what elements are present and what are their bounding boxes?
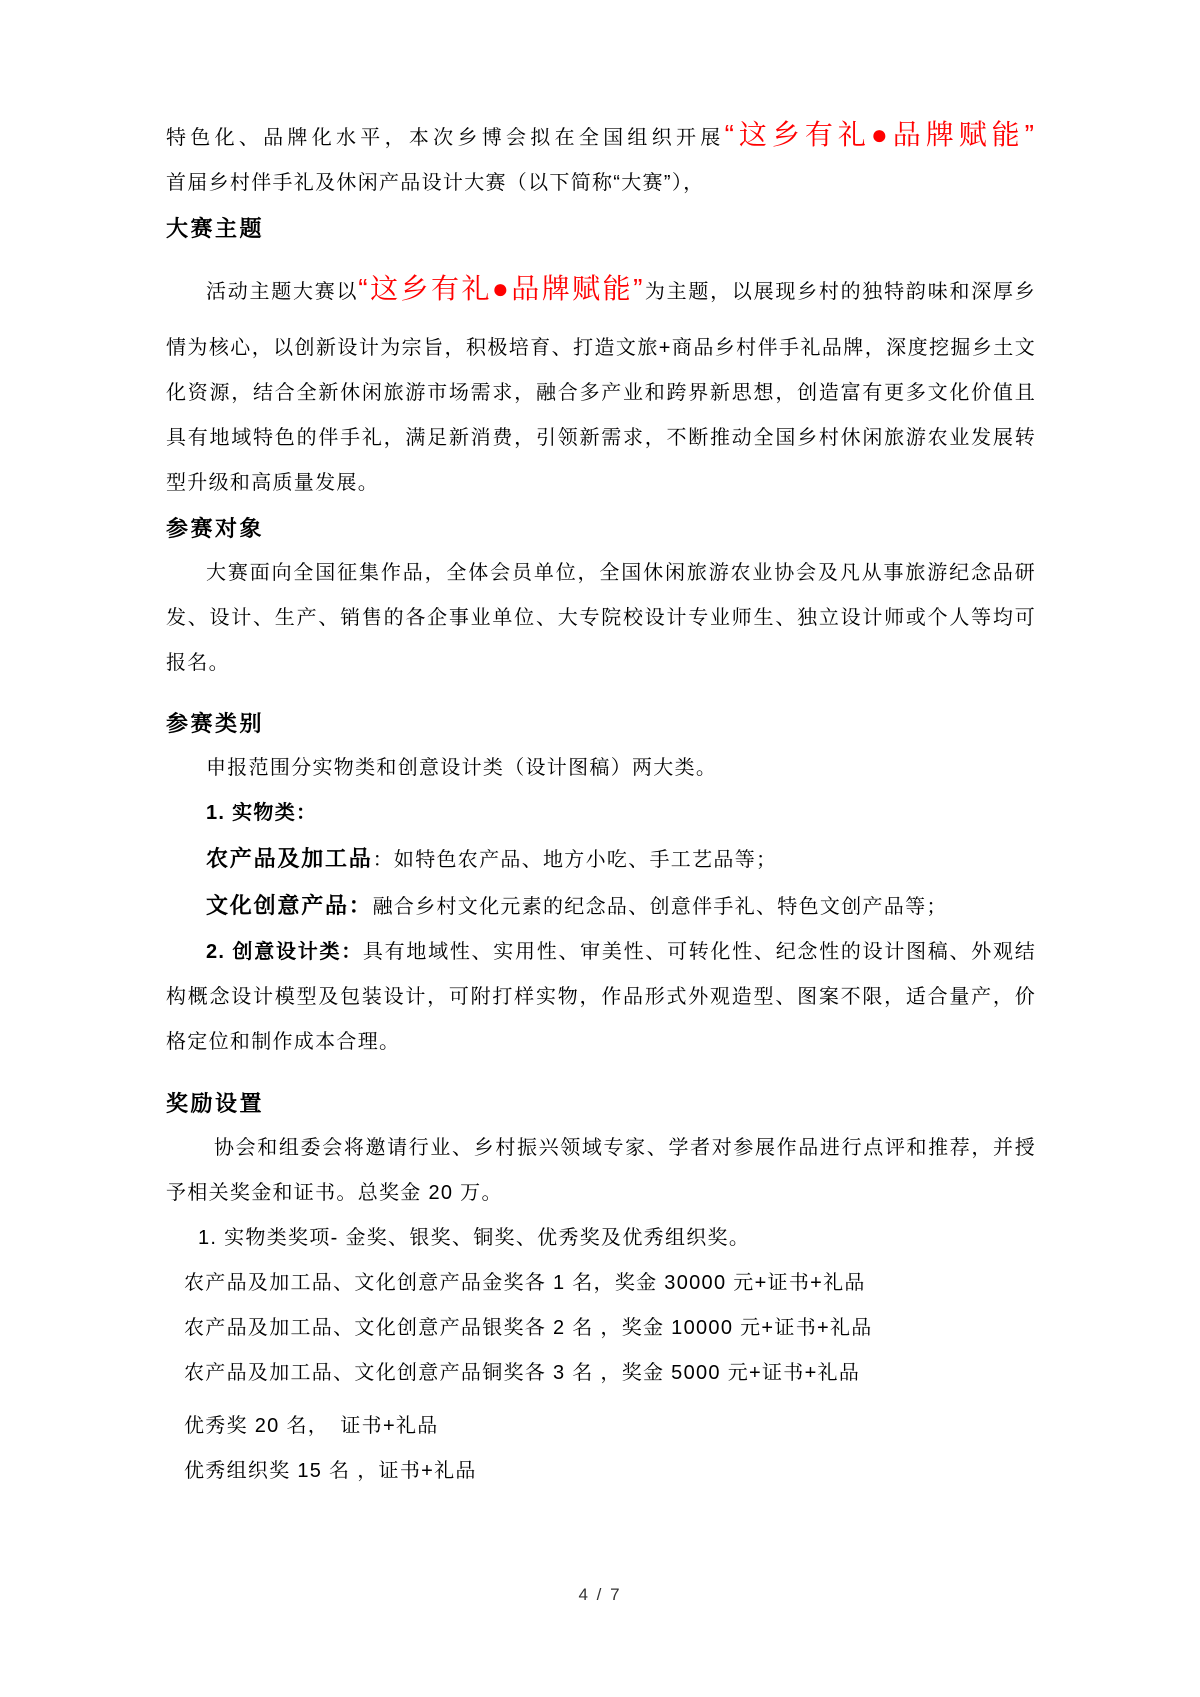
document-body [166,112,1036,1494]
awards-intro-paragraph: 协会和组委会将邀请行业、乡村振兴领域专家、学者对参展作品进行点评和推荐，并授予相关奖金和证书。总奖金 20 万。 [166,1137,1036,1204]
section-heading-theme: 大赛主题 [166,216,265,241]
section-heading-categories: 参赛类别 [166,711,265,736]
theme-paragraph [166,251,1036,506]
intro-line-1 [166,112,1036,161]
awards-list-title: 1. 实物类奖项- 金奖、银奖、铜奖、优秀奖及优秀组织奖。 [198,1227,751,1249]
categories-intro-paragraph: 申报范围分实物类和创意设计类（设计图稿）两大类。 [206,757,718,779]
design-category-label: 2. 创意设计类： [206,941,363,963]
award-item-gold: 农产品及加工品、文化创意产品金奖各 1 名，奖金 30000 元+证书+礼品 [184,1272,866,1294]
section-heading-awards: 奖励设置 [166,1091,265,1116]
theme-body-text: 为主题，以展现乡村的独特韵味和深厚乡情为核心，以创新设计为宗旨，积极培育、打造文旅+商品乡村伴手礼品牌，深度挖掘乡土文化资源，结合全新休闲旅游市场需求，融合多产业和跨界新思想，创造富有更多文化价值且具有地域特色的伴手礼，满足新消费，引领新需求，不断推动全国乡村休闲旅游农业发展转型升级和高质量发展。 [166,281,1037,494]
design-category-desc: 具有地域性、实用性、审美性、可转化性、纪念性的设计图稿、外观结构概念设计模型及包装设计，可附打样实物，作品形式外观造型、图案不限，适合量产，价格定位和制作成本合理。 [166,941,1036,1053]
page-number: 4 / 7 [578,1585,622,1604]
theme-lead-text: 活动主题大赛以 [206,281,359,303]
cultural-product-desc: 融合乡村文化元素的纪念品、创意伴手礼、特色文创产品等； [372,896,948,918]
award-item-bronze: 农产品及加工品、文化创意产品铜奖各 3 名 ，奖金 5000 元+证书+礼品 [184,1362,861,1384]
participants-paragraph: 大赛面向全国征集作品，全体会员单位，全国休闲旅游农业协会及凡从事旅游纪念品研发、设计、生产、销售的各企事业单位、大专院校设计专业师生、独立设计师或个人等均可报名。 [166,562,1036,674]
physical-category-label: 1. 实物类： [206,802,318,824]
cultural-product-line [166,883,1036,930]
brand-slogan-red: “这乡有礼●品牌赋能” [358,273,645,304]
agri-product-label: 农产品及加工品 [206,846,373,871]
award-item-organization: 优秀组织奖 15 名 ，证书+礼品 [184,1460,477,1482]
cultural-product-label: 文化创意产品： [206,893,373,918]
section-heading-participants: 参赛对象 [166,516,265,541]
agri-product-desc: ：如特色农产品、地方小吃、手工艺品等； [372,849,778,871]
brand-slogan-red: “这乡有礼●品牌赋能” [724,119,1036,150]
intro-line-2: 首届乡村伴手礼及休闲产品设计大赛（以下简称“大赛”）， [166,172,705,194]
agri-product-line [166,836,1036,883]
intro-text-before-slogan: 特色化、品牌化水平，本次乡博会拟在全国组织开展 [166,127,725,149]
award-item-silver: 农产品及加工品、文化创意产品银奖各 2 名 ，奖金 10000 元+证书+礼品 [184,1317,873,1339]
design-category-paragraph [166,930,1036,1065]
award-item-excellence: 优秀奖 20 名， 证书+礼品 [184,1415,439,1437]
